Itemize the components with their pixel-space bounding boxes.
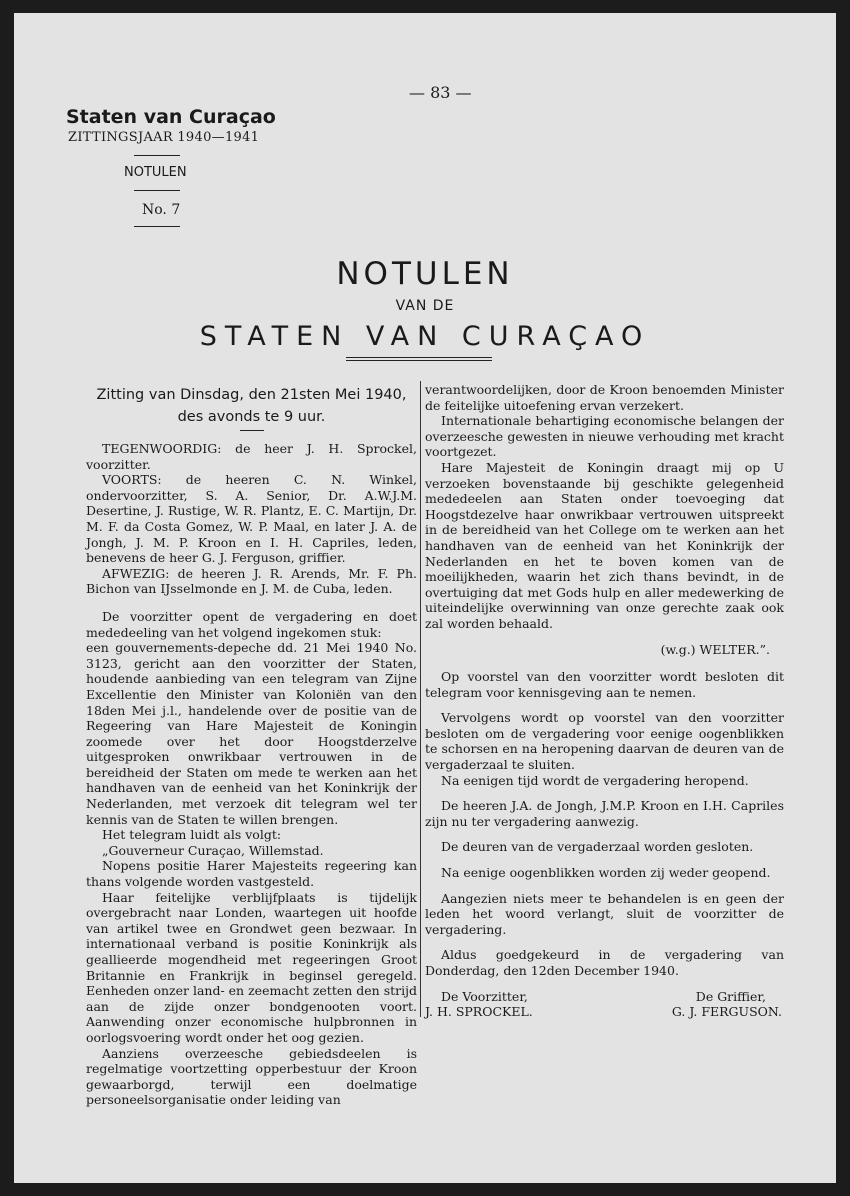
telegram-signature: (w.g.) WELTER.”. [660,641,770,657]
header-rule [134,226,180,227]
document-page [14,13,836,1183]
paragraph: De heeren J.A. de Jongh, J.M.P. Kroon en I.H. Capriles zijn nu ter vergadering aanwezig. [425,798,784,829]
paragraph: Internationale behartiging economische belangen der overzeesche gewesten in nieuwe verhouding met kracht voortgezet. [425,413,784,460]
paragraph: „Gouverneur Curaçao, Willemstad. [102,842,324,858]
title-rule [346,360,492,361]
notulen-label: NOTULEN [124,165,187,180]
paragraph: Na eenige oogenblikken worden zij weder geopend. [441,865,771,881]
paragraph: Aangezien niets meer te behandelen is en geen der leden het woord verlangt, sluit de voorzitter de vergadering. [425,890,784,937]
paragraph: Op voorstel van den voorzitter wordt besloten dit telegram voor kennisgeving aan te nemen. [425,669,784,700]
paragraph: AFWEZIG: de heeren J. R. Arends, Mr. F. Ph. Bichon van IJsselmonde en J. M. de Cuba, leden. [86,565,417,597]
title-rule [346,357,492,358]
page-number: — 83 — [409,83,472,102]
paragraph: VOORTS: de heeren C. N. Winkel, ondervoorzitter, S. A. Senior, Dr. A.W.J.M. Desertine, J. Rustige, W. R. Plantz, E. C. Martijn, Dr. M. F. da Costa Gomez, W. P. Maal, en later J. A. de Jongh, J. M. P. Kroon en I. H. Capriles, leden, benevens de heer G. J. Ferguson, griffier. [86,472,417,566]
paragraph: Na eenigen tijd wordt de vergadering heropend. [441,772,749,788]
paragraph: Het telegram luidt als volgt: [102,827,282,843]
right-column [425,382,784,1020]
paragraph: De deuren van de vergaderzaal worden gesloten. [441,839,754,855]
clerk-name: G. J. FERGUSON. [671,1004,782,1020]
paragraph: verantwoordelijken, door de Kroon benoemden Minister de feitelijke uitoefening ervan verzekert. [425,382,784,413]
session-heading-line1: Zitting van Dinsdag, den 21sten Mei 1940, [96,387,407,403]
column-divider [420,381,421,1017]
title-van-de: VAN DE [395,298,455,314]
paragraph: De voorzitter opent de vergadering en doet mededeeling van het volgend ingekomen stuk: [86,608,417,640]
session-heading [86,384,417,428]
session-year: ZITTINGSJAAR 1940—1941 [68,130,260,145]
paragraph: TEGENWOORDIG: de heer J. H. Sprockel, voorzitter. [86,441,417,472]
signature-block [425,989,784,1020]
title-staten: STATEN VAN CURAÇAO [199,321,651,352]
header-rule [134,155,180,156]
chairman-name: J. H. SPROCKEL. [425,1004,533,1020]
signature-right [672,989,782,1020]
signature-left [425,989,533,1020]
chairman-role: De Voorzitter, [441,988,528,1004]
clerk-role: De Griffier, [695,988,766,1004]
paragraph: Nopens positie Harer Majesteits regeering kan thans volgende worden vastgesteld. [86,858,417,890]
paragraph: Vervolgens wordt op voorstel van den voorzitter besloten om de vergadering voor eenige oogenblikken te schorsen en na heropening daarvan de deuren van de vergaderzaal te sluiten. [425,710,784,773]
main-title: NOTULEN [336,256,514,292]
paragraph: Haar feitelijke verblijfplaats is tijdelijk overgebracht naar Londen, waartegen uit hoofde van artikel twee en Grondwet geen bezwaar. In internationaal verband is positie Koninkrijk als geallieerde mogendheid met regeeringen Groot Britannie en Frankrijk in beginsel geregeld. Eenheden onzer land- en zeemacht zetten den strijd aan de zijde onzer bondgenooten voort. Aanwending onzer economische hulpbronnen in oorlogsvoering wordt onder het oog gezien. [86,889,417,1045]
paragraph: Hare Majesteit de Koningin draagt mij op U verzoeken bovenstaande bij geschikte gelegenheid mededeelen aan Staten onder toevoeging dat Hoogstdezelve haar onwrikbaar vertrouwen uitspreekt in de bereidheid van het College om te werken aan het handhaven van de eenheid van het Koninkrijk der Nederlanden en het te boven komen van de moeilijkheden, waarin het zich thans bevindt, in de overtuiging dat met Gods hulp en aller medewerking de uiteindelijke overwinning van onze gerechte zaak ook zal worden behaald. [425,459,784,631]
paragraph: een gouvernements-depeche dd. 21 Mei 1940 No. 3123, gericht aan den voorzitter der Staten, houdende aanbieding van een telegram van Zijne Excellentie den Minister van Koloniën van den 18den Mei j.l., handelende over de positie van de Regeering van Hare Majesteit de Koningin zoomede over het door Hoogstderzelve uitgesproken onwrikbaar vertrouwen in de bereidheid der Staten om mede te werken aan het handhaven van de eenheid van het Koninkrijk der Nederlanden, met verzoek dit telegram wel ter kennis van de Staten te willen brengen. [86,640,417,827]
state-title: Staten van Curaçao [66,106,276,128]
paragraph: Aanziens overzeesche gebiedsdeelen is regelmatige voortzetting opperbestuur der Kroon gewaarborgd, terwijl een doelmatige personeelsorganisatie onder leiding van [86,1045,417,1108]
left-column [86,441,417,1108]
paragraph: Aldus goedgekeurd in de vergadering van Donderdag, den 12den December 1940. [425,947,784,978]
header-rule [134,190,180,191]
document-number: No. 7 [142,202,181,218]
heading-rule [240,430,264,431]
session-heading-line2: des avonds te 9 uur. [177,409,326,425]
